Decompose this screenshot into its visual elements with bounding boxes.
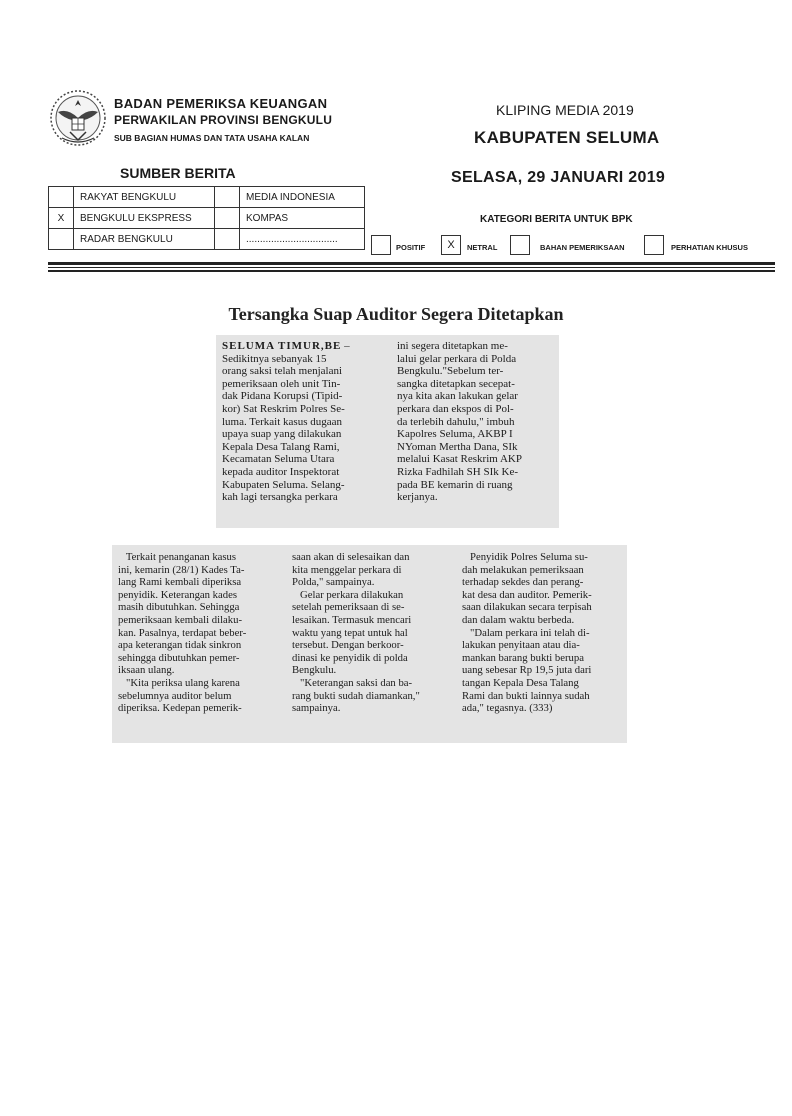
source-name: RADAR BENGKULU: [74, 229, 215, 250]
source-name: KOMPAS: [240, 208, 365, 229]
article-col-top-1: [222, 340, 350, 504]
category-checkbox-positif: [371, 235, 391, 255]
source-mark: [215, 187, 240, 208]
source-row: [49, 187, 365, 208]
org-unit: SUB BAGIAN HUMAS DAN TATA USAHA KALAN: [114, 133, 310, 143]
divider: [48, 267, 775, 268]
article-col-bottom-2: saan akan di selesaikan dan kita menggelar perkara di Polda," sampainya. Gelar perkara dilakukan setelah pemeriksaan di se- lesaikan. Termasuk mencari waktu yang tepat untuk hal tersebut. Dengan berkoor- dinasi ke penyidik di polda Bengkulu. "Keterangan saksi dan ba- rang bukti sudah diamankan," sampainya.: [292, 551, 420, 715]
source-mark: X: [49, 208, 74, 229]
source-name: MEDIA INDONESIA: [240, 187, 365, 208]
garuda-emblem-icon: [48, 88, 108, 150]
clipping-bottom: [112, 545, 627, 743]
article-text: – Sedikitnya sebanyak 15 orang saksi telah menjalani pemeriksaan oleh unit Tin- dak Pidana Korupsi (Tipid- kor) Sat Reskrim Polres Se- luma. Terkait kasus dugaan upaya suap yang dilakukan Kepala Desa Talang Rami, Kecamatan Seluma Utara kepada auditor Inspektorat Kabupaten Seluma. Selang- kah lagi tersangka perkara: [222, 340, 350, 504]
category-label-perhatian: PERHATIAN KHUSUS: [671, 243, 748, 252]
source-name: BENGKULU EKSPRESS: [74, 208, 215, 229]
source-row: [49, 229, 365, 250]
source-name: .................................: [240, 229, 365, 250]
category-checkbox-perhatian: [644, 235, 664, 255]
category-checkbox-bahan: [510, 235, 530, 255]
source-mark: [215, 208, 240, 229]
category-label-netral: NETRAL: [467, 243, 498, 252]
divider: [48, 262, 775, 265]
source-table: [48, 186, 365, 250]
dateline: SELUMA TIMUR,BE: [222, 340, 342, 352]
source-mark: [49, 187, 74, 208]
source-mark: [215, 229, 240, 250]
category-label-positif: POSITIF: [396, 243, 426, 252]
date-title: SELASA, 29 JANUARI 2019: [451, 169, 666, 186]
region-title: KABUPATEN SELUMA: [474, 128, 660, 147]
source-title: SUMBER BERITA: [120, 165, 236, 181]
org-name: BADAN PEMERIKSA KEUANGAN: [114, 96, 328, 111]
article-col-top-2: ini segera ditetapkan me- lalui gelar perkara di Polda Bengkulu."Sebelum ter- sangka ditetapkan secepat- nya kita akan lakukan gelar perkara dan ekspos di Pol- da terlebih dahulu," imbuh Kapolres Seluma, AKBP I NYoman Mertha Dana, SIk melalui Kasat Reskrim AKP Rizka Fadhilah SH SIk Ke- pada BE kemarin di ruang kerjanya.: [397, 340, 522, 504]
category-checkbox-netral: X: [441, 235, 461, 255]
org-office: PERWAKILAN PROVINSI BENGKULU: [114, 113, 333, 127]
kliping-label: KLIPING MEDIA 2019: [496, 102, 634, 118]
source-mark: [49, 229, 74, 250]
article-col-bottom-3: Penyidik Polres Seluma su- dah melakukan pemeriksaan terhadap sekdes dan perang- kat desa dan auditor. Pemerik- saan dilakukan secara terpisah dan dalam waktu berbeda. "Dalam perkara ini telah di- lakukan penyitaan atau dia- mankan barang bukti berupa uang sebesar Rp 19,5 juta dari tangan Kepala Desa Talang Rami dan bukti lainnya sudah ada," tegasnya. (333): [462, 551, 592, 715]
category-title: KATEGORI BERITA UNTUK BPK: [480, 214, 633, 225]
article-headline: Tersangka Suap Auditor Segera Ditetapkan: [228, 304, 564, 324]
clipping-top: [216, 335, 559, 528]
category-label-bahan: BAHAN PEMERIKSAAN: [540, 243, 625, 252]
divider: [48, 270, 775, 272]
article-col-bottom-1: Terkait penanganan kasus ini, kemarin (28/1) Kades Ta- lang Rami kembali diperiksa penyidik. Keterangan kades masih dibutuhkan. Sehingga pemeriksaan kembali dilaku- kan. Pasalnya, terdapat beber- apa keterangan tidak sinkron sehingga dibutuhkan pemer- iksaan ulang. "Kita periksa ulang karena sebelumnya auditor belum diperiksa. Kedepan pemerik-: [118, 551, 247, 715]
source-name: RAKYAT BENGKULU: [74, 187, 215, 208]
source-row: [49, 208, 365, 229]
